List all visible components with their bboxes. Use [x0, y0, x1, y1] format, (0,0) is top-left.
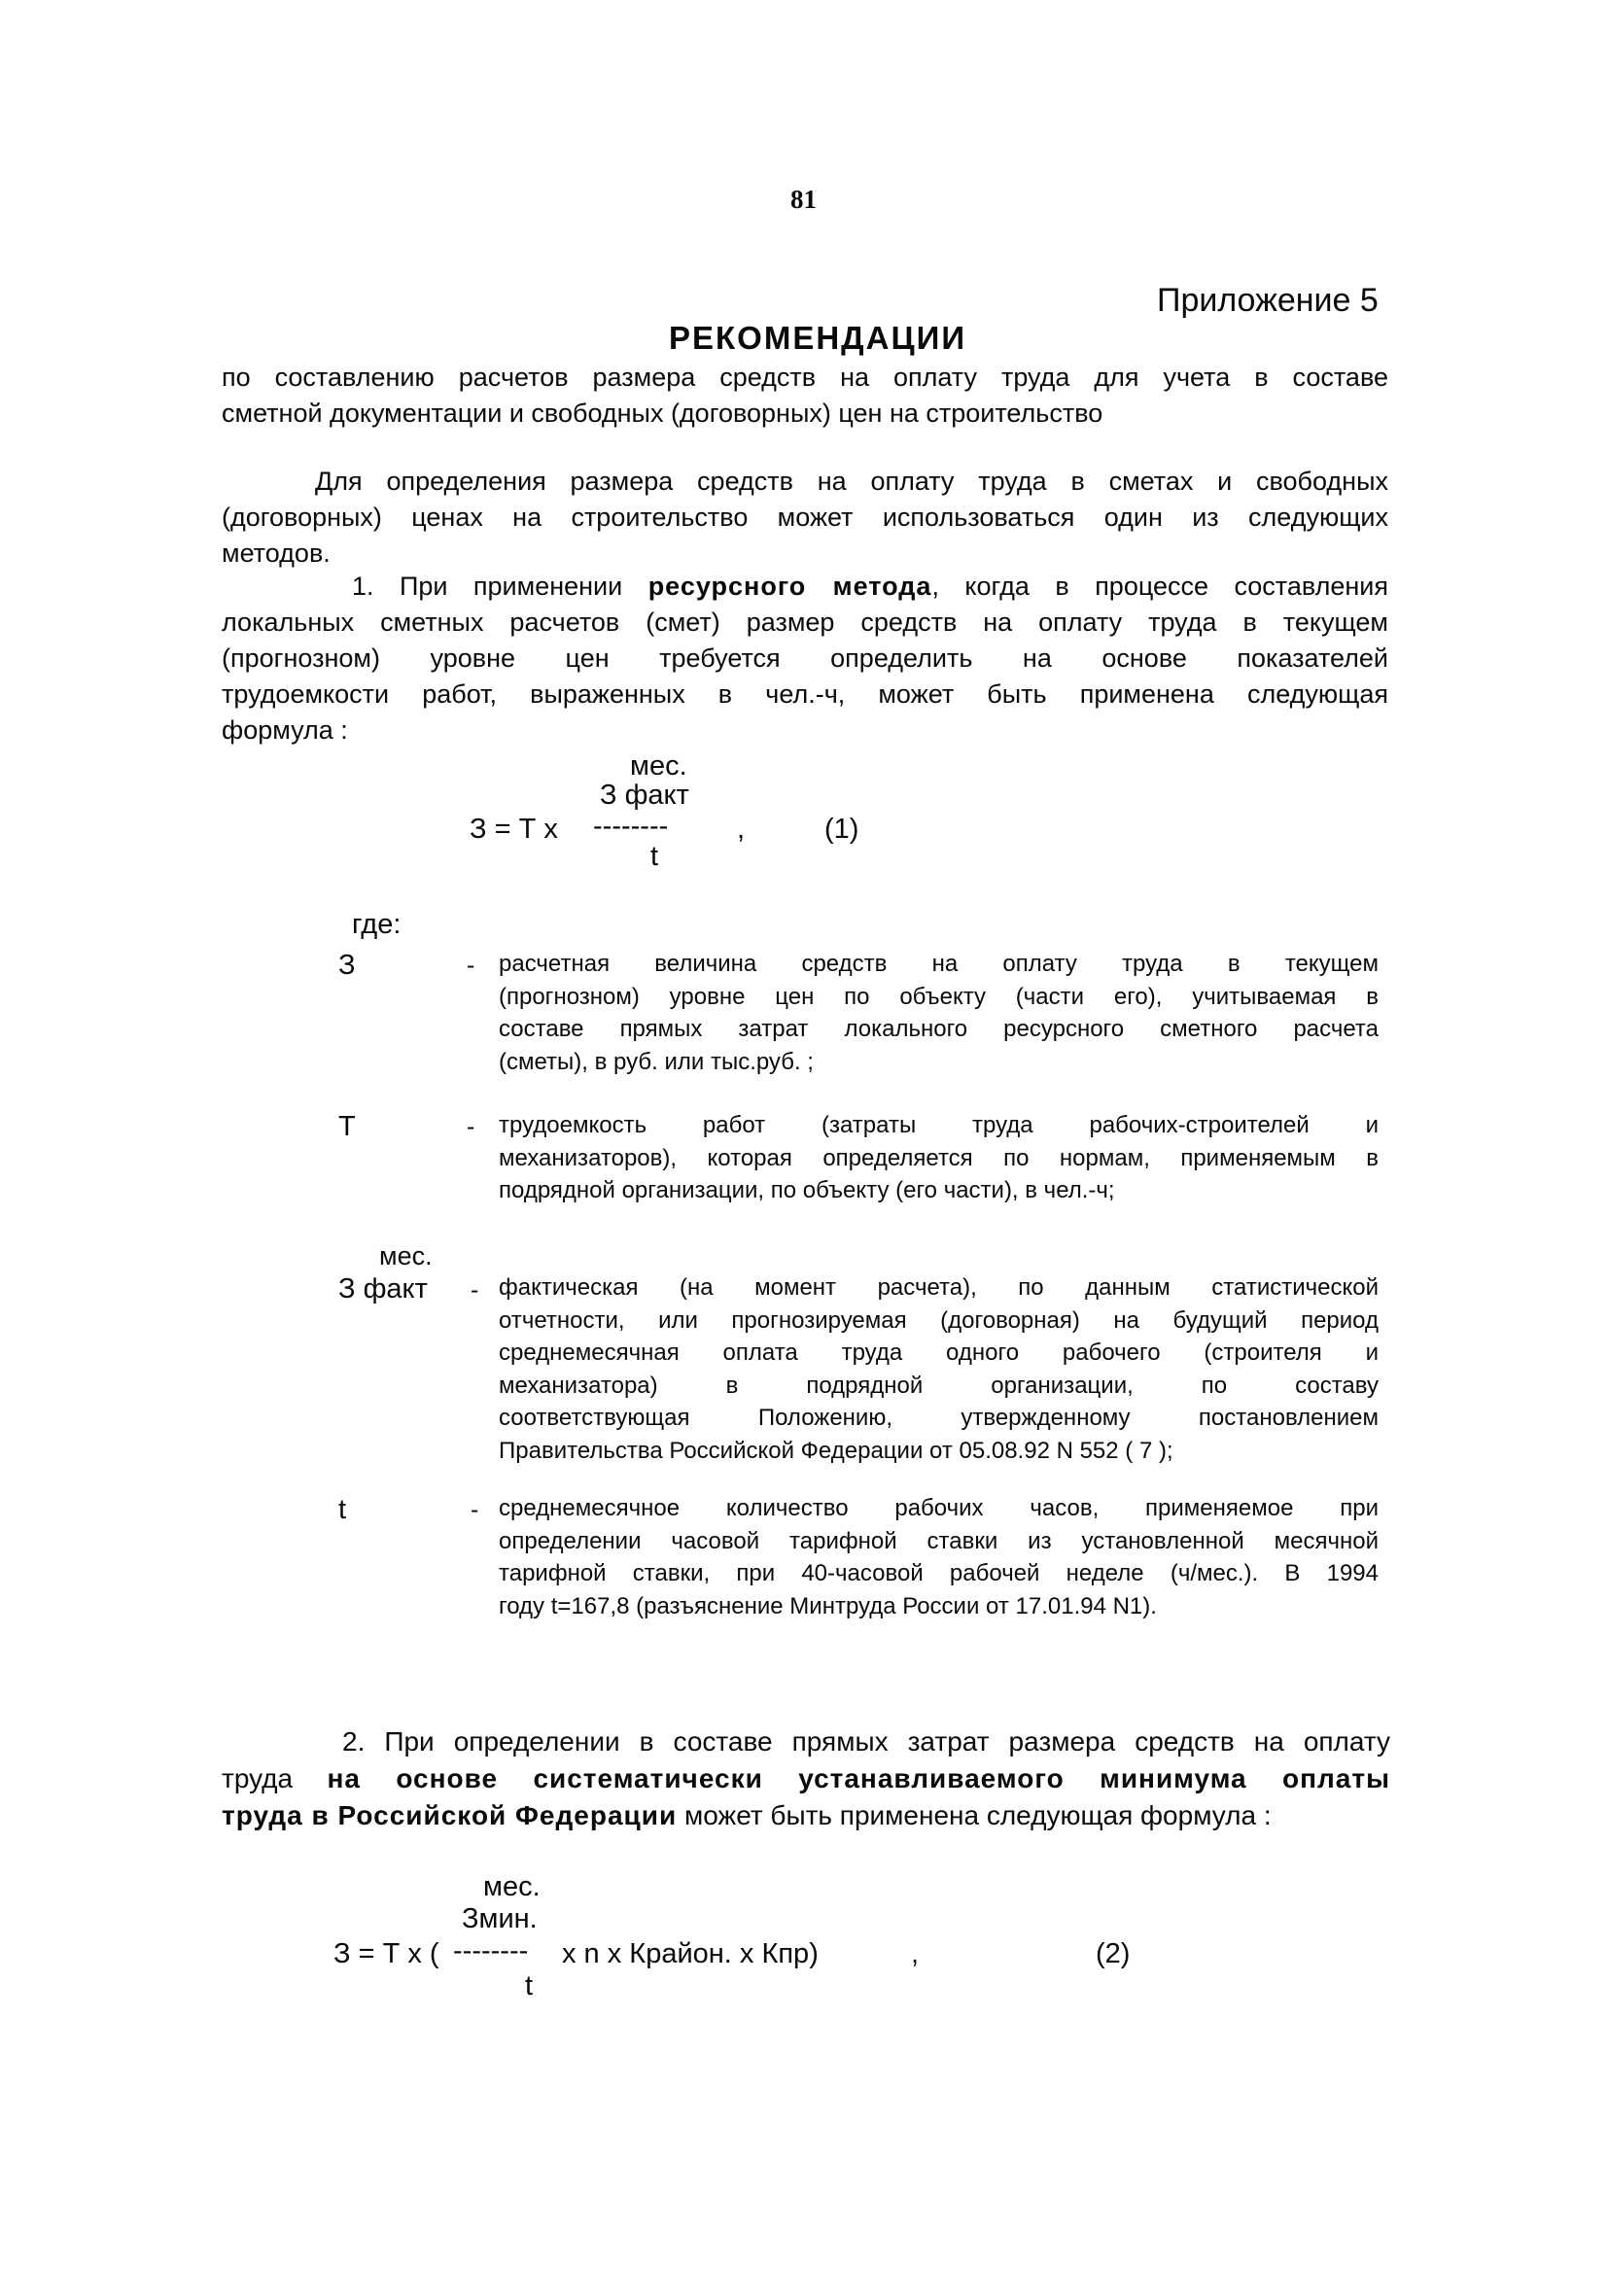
def-line: трудоемкость работ (затраты труда рабочих-строителей и [499, 1112, 1379, 1138]
def-line: подрядной организации, по объекту (его части), в чел.-ч; [499, 1177, 1115, 1203]
def-line: (сметы), в руб. или тыс.руб. ; [499, 1048, 814, 1075]
method2-line: 2. При определении в составе прямых затрат размера средств на оплату [342, 1726, 1390, 1757]
def-dash: - [471, 1496, 479, 1523]
method2-line [222, 1797, 1390, 1834]
def-line: отчетности, или прогнозируемая (договорная) на будущий период [499, 1306, 1379, 1334]
formula1-comma: , [737, 814, 746, 845]
def-line: составе прямых затрат локального ресурсного сметного расчета [499, 1016, 1379, 1042]
formula2-number: (2) [1096, 1938, 1131, 1969]
method1-prefix: 1. При применении [352, 572, 648, 601]
method2-suffix: может быть применена следующая формула : [677, 1800, 1272, 1830]
appendix-label: Приложение 5 [1157, 282, 1379, 319]
method1-line: локальных сметных расчетов (смет) размер средств на оплату труда в текущем [222, 608, 1388, 637]
method2-paragraph [222, 1723, 1390, 1834]
def-term-z-fact: З факт [338, 1273, 428, 1305]
def-text-t-hours [499, 1492, 1379, 1622]
formula1-lhs: З = Т х [470, 814, 558, 845]
russian-federation-term: труда в Российской Федерации [222, 1800, 678, 1830]
formula2-denominator: t [525, 1970, 534, 2001]
resource-method-term: ресурсного метода [647, 572, 932, 601]
def-line: определении часовой тарифной ставки из установленной месячной [499, 1527, 1379, 1554]
def-line: механизатора) в подрядной организации, по составу [499, 1372, 1379, 1399]
formula1-numerator: З факт [600, 780, 689, 811]
method1-first-line [222, 569, 1388, 605]
def-line: механизаторов), которая определяется по нормам, применяемым в [499, 1144, 1379, 1171]
formula2-comma: , [911, 1938, 920, 1969]
def-line: тарифной ставки, при 40-часовой рабочей неделе (ч/мес.). В 1994 [499, 1560, 1379, 1586]
formula2-numerator: Змин. [462, 1903, 538, 1934]
def-dash: - [471, 1276, 479, 1304]
def-line: соответствующая Положению, утвержденному постановлением [499, 1405, 1379, 1431]
def-line: году t=167,8 (разъяснение Минтруда России от 17.01.94 N1). [499, 1592, 1157, 1619]
intro-paragraph [222, 464, 1388, 572]
method1-line: (прогнозном) уровне цен требуется определить на основе показателей [222, 644, 1388, 673]
method1-paragraph [222, 569, 1388, 748]
method1-line: формула : [222, 715, 348, 745]
def-dash: - [467, 952, 475, 979]
def-line: Правительства Российской Федерации от 05.08.92 N 552 ( 7 ); [499, 1437, 1173, 1464]
document-subtitle [222, 360, 1388, 432]
def-line: (прогнозном) уровне цен по объекту (части его), учитываемая в [499, 983, 1379, 1010]
subtitle-line: сметной документации и свободных (договорных) цен на строительство [222, 399, 1103, 428]
def-line: среднемесячное количество рабочих часов, применяемое при [499, 1495, 1379, 1521]
def-term-t-labor: Т [338, 1111, 356, 1142]
formula2-lhs: З = Т х ( [333, 1938, 439, 1969]
formula2-superscript: мес. [483, 1871, 541, 1902]
document-title: РЕКОМЕНДАЦИИ [669, 320, 967, 356]
def-text-z-fact [499, 1271, 1379, 1467]
method2-line [222, 1760, 1390, 1797]
def-text-z [499, 948, 1379, 1078]
method1-line: трудоемкости работ, выраженных в чел.-ч, может быть применена следующая [222, 679, 1388, 709]
formula1-number: (1) [824, 814, 859, 845]
page-number: 81 [790, 185, 817, 214]
def-line: среднемесячная оплата труда одного рабочего (строителя и [499, 1339, 1379, 1366]
minimum-wage-term: на основе систематически устанавливаемого минимума оплаты [327, 1763, 1391, 1793]
formula1-denominator: t [650, 841, 659, 872]
formula1-superscript: мес. [630, 750, 687, 782]
intro-line: методов. [222, 539, 331, 568]
formula2-fraction-bar: -------- [453, 1935, 529, 1966]
method1-suffix: , когда в процессе составления [931, 572, 1388, 601]
def-term-sup: мес. [379, 1241, 433, 1270]
def-term-z: З [338, 950, 356, 981]
subtitle-line: по составлению расчетов размера средств на оплату труда для учета в составе [222, 363, 1388, 392]
def-text-t-labor [499, 1109, 1379, 1207]
formula2-rest: х n х Крайон. х Кпр) [562, 1938, 819, 1969]
formula1-fraction-bar: -------- [593, 811, 669, 842]
def-line: фактическая (на момент расчета), по данным статистической [499, 1274, 1379, 1301]
method2-prefix: труда [222, 1763, 328, 1793]
def-dash: - [467, 1113, 475, 1140]
intro-line: (договорных) ценах на строительство может использоваться один из следующих [222, 503, 1388, 532]
intro-line: Для определения размера средств на оплату труда в сметах и свободных [315, 467, 1388, 496]
def-line: расчетная величина средств на оплату труда в текущем [499, 951, 1379, 977]
def-term-t-hours: t [338, 1494, 347, 1525]
where-label: где: [352, 909, 402, 940]
